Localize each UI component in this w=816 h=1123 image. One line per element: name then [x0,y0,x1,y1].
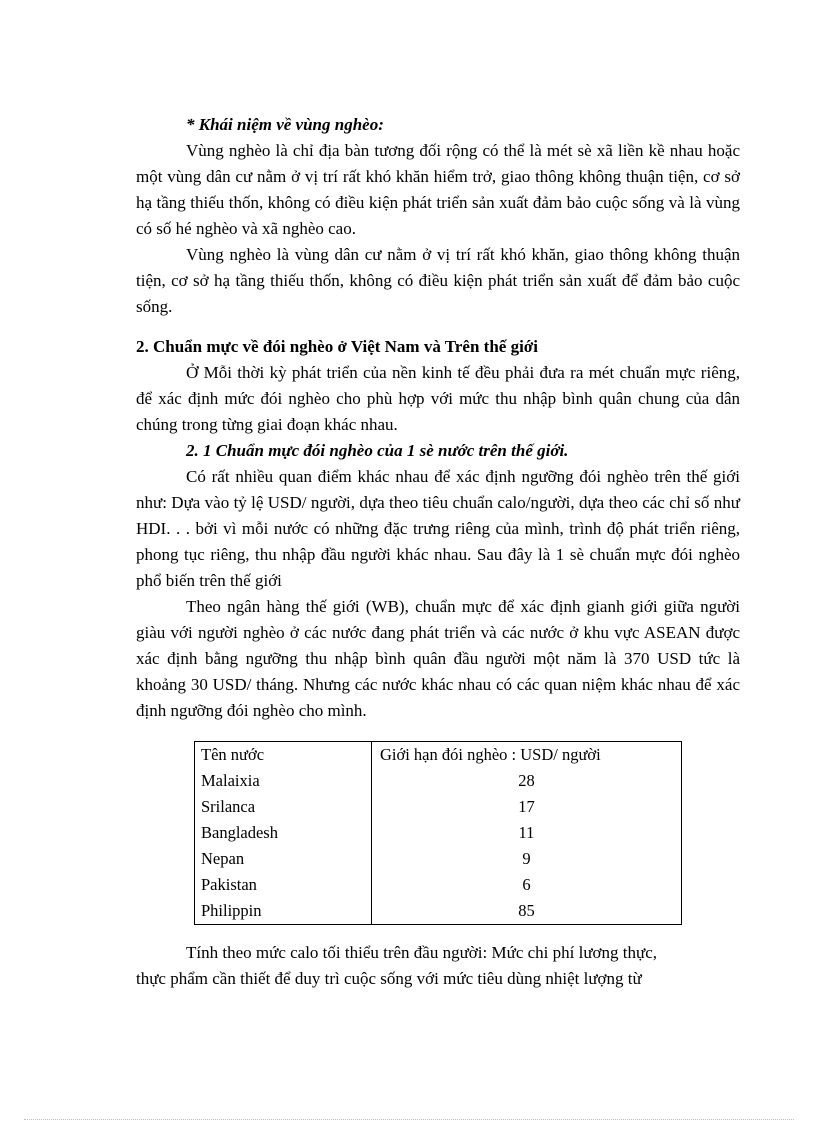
calo-line-1: Tính theo mức calo tối thiểu trên đầu người: Mức chi phí lương thực, [186,943,658,962]
value-cell: 85 [518,901,535,920]
country-cell: Bangladesh [195,820,372,846]
subsection-2-1-paragraph-1: Có rất nhiều quan điểm khác nhau để xác định ngưỡng đói nghèo trên thế giới như: Dựa vào tỷ lệ USD/ người, dựa theo tiêu chuẩn calo/người, dựa theo các chỉ số như HDI. . . bởi vì mỗi nước có những đặc trưng riêng của mình, trình độ phát triển riêng, phong tục riêng, thu nhập đầu người khác nhau. Sau đây là 1 sè chuẩn mực đói nghèo phổ biến trên thế giới [136,467,740,590]
table-row [195,768,682,794]
value-cell: 17 [518,797,535,816]
value-cell: 6 [522,875,531,894]
section-vung-ngheo [136,112,740,320]
subsection-2-1-paragraph-2: Theo ngân hàng thế giới (WB), chuẩn mực để xác định gianh giới giữa người giàu với người nghèo ở các nước đang phát triển và các nước ở khu vực ASEAN được xác định bằng ngưỡng thu nhập bình quân đầu người một năm là 370 USD tức là khoảng 30 USD/ tháng. Nhưng các nước khác nhau có các quan niệm khác nhau để xác định ngưỡng đói nghèo cho mình. [136,597,740,720]
table-row [195,898,682,925]
poverty-threshold-table [194,741,682,925]
country-cell: Malaixia [195,768,372,794]
calo-line-2: thực phẩm cần thiết để duy trì cuộc sống với mức tiêu dùng nhiệt lượng từ [136,969,642,988]
country-cell: Nepan [195,846,372,872]
table-row [195,872,682,898]
paragraph-vung-ngheo-1: Vùng nghèo là chỉ địa bàn tương đối rộng có thể là mét sè xã liền kề nhau hoặc một vùng dân cư nằm ở vị trí rất khó khăn hiểm trở, giao thông không thuận tiện, cơ sở hạ tầng thiếu thốn, không có điều kiện phát triển sản xuất đảm bảo cuộc sống và là vùng có số hé nghèo và xã nghèo cao. [136,141,740,238]
table-row [195,846,682,872]
value-cell: 28 [518,771,535,790]
header-country: Tên nước [195,742,372,769]
table-row [195,794,682,820]
table-row [195,820,682,846]
section-2-paragraph: Ở Mỗi thời kỳ phát triển của nền kinh tế đều phải đưa ra mét chuẩn mực riêng, để xác định mức đói nghèo cho phù hợp với mức thu nhập bình quân chung của dân chúng trong từng giai đoạn khác nhau. [136,363,740,434]
value-cell: 9 [522,849,531,868]
section-2 [136,334,740,724]
paragraph-vung-ngheo-2: Vùng nghèo là vùng dân cư nằm ở vị trí rất khó khăn, giao thông không thuận tiện, cơ sở hạ tầng thiếu thốn, không có điều kiện phát triển sản xuất để đảm bảo cuộc sống. [136,245,740,316]
subsection-2-1-heading: 2. 1 Chuẩn mực đói nghèo của 1 sè nước trên thế giới. [186,441,569,460]
section-calo [136,940,740,992]
country-cell: Philippin [195,898,372,925]
value-cell: 11 [518,823,535,842]
country-cell: Pakistan [195,872,372,898]
table-header-row [195,742,682,769]
header-limit: Giới hạn đói nghèo : USD/ người [380,745,601,764]
section-2-heading: 2. Chuẩn mực về đói nghèo ở Việt Nam và Trên thế giới [136,337,538,356]
heading-vung-ngheo: * Khái niệm về vùng nghèo: [186,115,384,134]
country-cell: Srilanca [195,794,372,820]
footer-divider [24,1119,794,1120]
